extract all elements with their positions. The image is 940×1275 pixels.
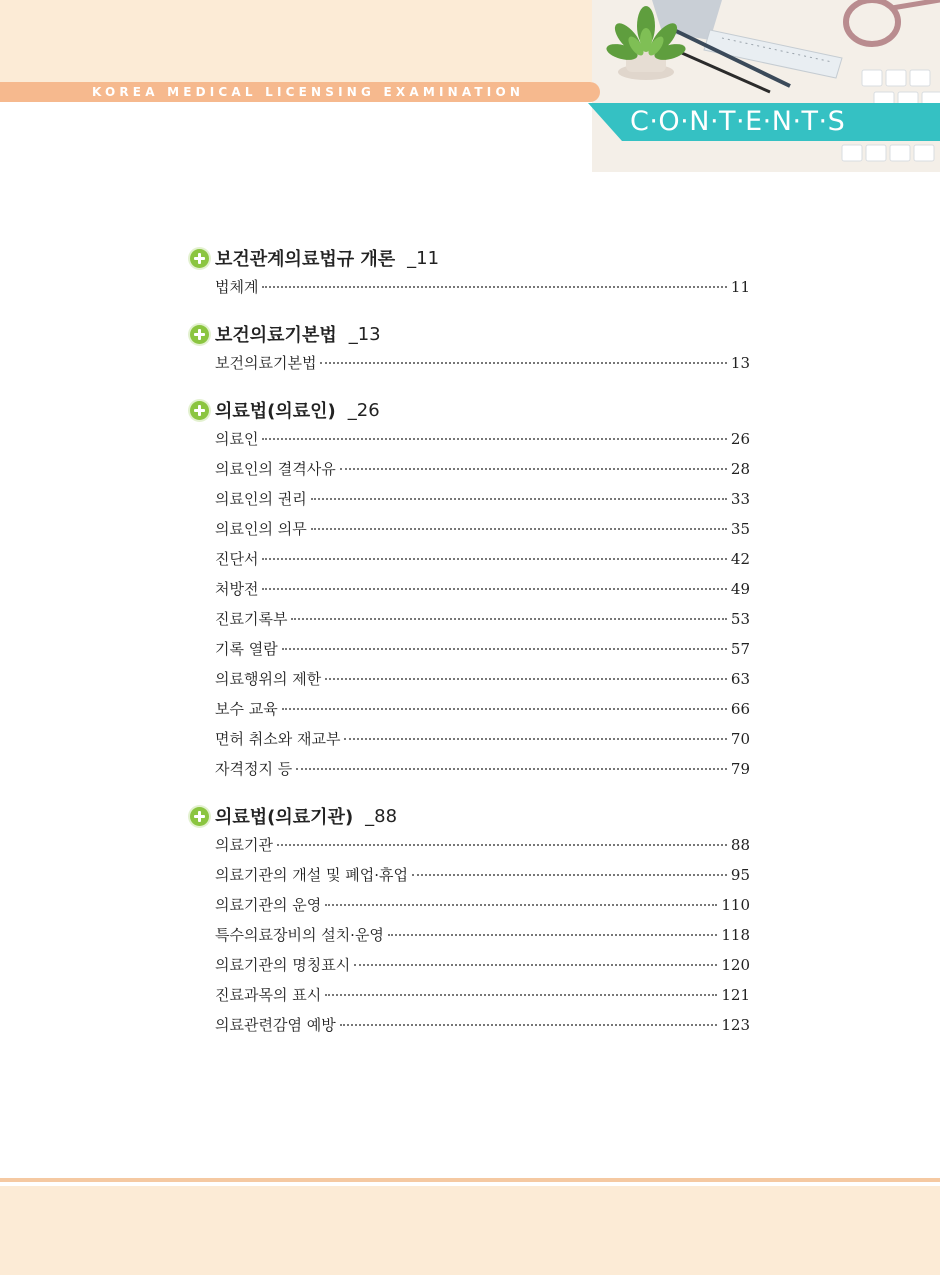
toc-entry[interactable]: [190, 548, 750, 578]
plus-circle-icon: [190, 249, 209, 268]
entry-label: 보건의료기본법: [215, 354, 317, 372]
banner-text: KOREA MEDICAL LICENSING EXAMINATION: [92, 85, 525, 99]
entry-label: 보수 교육: [215, 700, 278, 718]
entry-page: 88: [730, 836, 750, 854]
entry-label: 의료인의 결격사유: [215, 460, 336, 478]
section-heading[interactable]: [190, 798, 750, 834]
toc-entry[interactable]: [190, 924, 750, 954]
toc-entry[interactable]: [190, 864, 750, 894]
entry-page: 123: [721, 1016, 750, 1034]
dot-leader: [325, 994, 717, 996]
toc-section: [190, 240, 750, 306]
entry-label: 진료기록부: [215, 610, 288, 628]
toc-entry[interactable]: [190, 608, 750, 638]
toc-entry[interactable]: [190, 1014, 750, 1044]
toc-entry[interactable]: [190, 578, 750, 608]
section-heading[interactable]: [190, 240, 750, 276]
section-title: 보건의료기본법: [215, 325, 337, 346]
entry-label: 의료인의 의무: [215, 520, 307, 538]
plus-circle-icon: [190, 807, 209, 826]
entry-label: 의료기관의 명칭표시: [215, 956, 351, 974]
toc-entry[interactable]: [190, 758, 750, 788]
toc-entry[interactable]: [190, 728, 750, 758]
entry-page: 95: [730, 866, 750, 884]
dot-leader: [412, 874, 727, 876]
dot-leader: [311, 498, 727, 500]
entry-label: 법체계: [215, 278, 259, 296]
toc-entry[interactable]: [190, 954, 750, 984]
section-title: 보건관계의료법규 개론: [215, 249, 396, 270]
section-title: 의료법(의료인): [215, 401, 336, 422]
section-heading[interactable]: [190, 316, 750, 352]
entry-label: 진료과목의 표시: [215, 986, 322, 1004]
entry-label: 의료인: [215, 430, 259, 448]
entry-label: 의료행위의 제한: [215, 670, 322, 688]
toc-entry[interactable]: [190, 984, 750, 1014]
entry-label: 자격정지 등: [215, 760, 293, 778]
header-desk-photo: [592, 0, 940, 172]
section-page: _26: [347, 399, 380, 421]
dot-leader: [325, 904, 717, 906]
toc-entry[interactable]: [190, 638, 750, 668]
table-of-contents: [190, 240, 750, 1054]
section-heading[interactable]: [190, 392, 750, 428]
dot-leader: [282, 648, 727, 650]
entry-label: 의료기관의 운영: [215, 896, 322, 914]
toc-section: [190, 392, 750, 788]
entry-label: 의료인의 권리: [215, 490, 307, 508]
entry-page: 121: [721, 986, 750, 1004]
entry-page: 49: [730, 580, 750, 598]
entry-label: 의료관련감염 예방: [215, 1016, 336, 1034]
entry-page: 57: [730, 640, 750, 658]
dot-leader: [340, 468, 727, 470]
dot-leader: [277, 844, 727, 846]
entry-page: 120: [721, 956, 750, 974]
entry-page: 42: [730, 550, 750, 568]
toc-section: [190, 798, 750, 1044]
plus-circle-icon: [190, 401, 209, 420]
entry-label: 의료기관: [215, 836, 273, 854]
toc-entry[interactable]: [190, 352, 750, 382]
toc-entry[interactable]: [190, 698, 750, 728]
entry-page: 66: [730, 700, 750, 718]
entry-page: 79: [730, 760, 750, 778]
entry-label: 진단서: [215, 550, 259, 568]
footer-band: [0, 1186, 940, 1275]
toc-entry[interactable]: [190, 276, 750, 306]
entry-page: 28: [730, 460, 750, 478]
entry-page: 53: [730, 610, 750, 628]
toc-entry[interactable]: [190, 834, 750, 864]
section-page: _88: [365, 805, 398, 827]
section-page: _11: [407, 247, 440, 269]
dot-leader: [344, 738, 726, 740]
entry-page: 35: [730, 520, 750, 538]
plus-circle-icon: [190, 325, 209, 344]
section-title: 의료법(의료기관): [215, 807, 354, 828]
dot-leader: [311, 528, 727, 530]
toc-entry[interactable]: [190, 668, 750, 698]
entry-label: 기록 열람: [215, 640, 278, 658]
dot-leader: [320, 362, 726, 364]
section-page: _13: [348, 323, 381, 345]
toc-entry[interactable]: [190, 458, 750, 488]
dot-leader: [262, 286, 726, 288]
dot-leader: [282, 708, 727, 710]
contents-label: C·O·N·T·E·N·T·S: [630, 106, 846, 137]
entry-label: 특수의료장비의 설치·운영: [215, 926, 384, 944]
dot-leader: [388, 934, 717, 936]
entry-page: 33: [730, 490, 750, 508]
entry-label: 처방전: [215, 580, 259, 598]
dot-leader: [291, 618, 726, 620]
dot-leader: [262, 558, 726, 560]
toc-entry[interactable]: [190, 428, 750, 458]
entry-page: 13: [730, 354, 750, 372]
toc-section: [190, 316, 750, 382]
toc-entry[interactable]: [190, 488, 750, 518]
entry-page: 110: [721, 896, 750, 914]
dot-leader: [262, 438, 726, 440]
dot-leader: [325, 678, 727, 680]
toc-entry[interactable]: [190, 518, 750, 548]
dot-leader: [296, 768, 727, 770]
entry-page: 26: [730, 430, 750, 448]
entry-page: 118: [721, 926, 750, 944]
entry-page: 11: [730, 278, 750, 296]
dot-leader: [354, 964, 717, 966]
dot-leader: [340, 1024, 718, 1026]
entry-label: 의료기관의 개설 및 폐업·휴업: [215, 866, 408, 884]
dot-leader: [262, 588, 726, 590]
entry-page: 63: [730, 670, 750, 688]
footer-divider: [0, 1178, 940, 1182]
entry-page: 70: [730, 730, 750, 748]
entry-label: 면허 취소와 재교부: [215, 730, 341, 748]
toc-entry[interactable]: [190, 894, 750, 924]
